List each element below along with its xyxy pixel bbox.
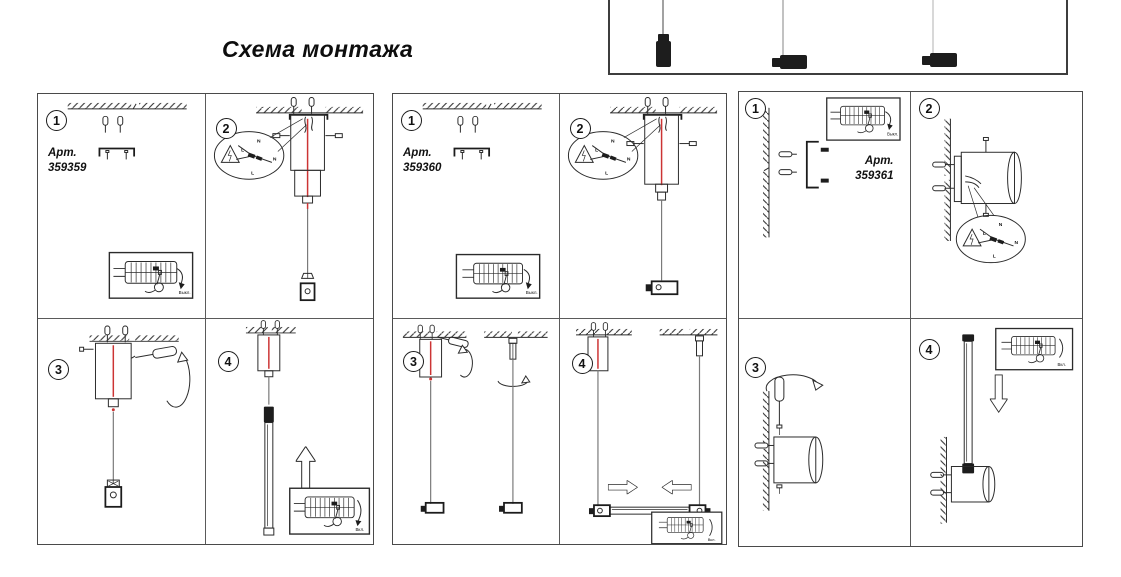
anchor-icon (118, 116, 123, 132)
mounting-bracket (99, 149, 134, 157)
anchor-icon (779, 170, 792, 175)
article-label: Арт. 359361 (855, 155, 894, 182)
screwdriver-icon (131, 346, 177, 363)
step-cell-1 (739, 92, 911, 319)
rotate-arrow (167, 357, 190, 407)
step-number-badge: 1 (46, 110, 67, 131)
mounting-bracket (289, 115, 327, 120)
step-cell-4 (206, 319, 374, 544)
step1-illustration (739, 92, 910, 318)
step-cell-3 (393, 319, 560, 544)
wiring-warning-bubble (956, 215, 1025, 262)
wall-plate (954, 156, 961, 201)
power-on-inset (289, 488, 369, 534)
step-number-badge: 4 (919, 339, 940, 360)
tube-connector (263, 407, 273, 423)
step-cell-4 (560, 319, 727, 544)
pendant-socket (105, 487, 121, 507)
power-on-label: Вкл. (1057, 361, 1066, 367)
step-number-badge: 2 (216, 118, 237, 139)
step-cell-2 (911, 92, 1083, 319)
rotate-arrow (460, 349, 472, 377)
step-number-badge: 4 (218, 351, 239, 372)
product-photo (608, 0, 1068, 75)
panel-359359 (37, 93, 374, 545)
power-off-inset (109, 253, 192, 299)
power-on-inset (651, 512, 721, 544)
down-arrow-icon (989, 375, 1007, 412)
pendant-socket (300, 283, 314, 300)
step-cell-3 (38, 319, 206, 544)
horizontal-connector (651, 281, 677, 294)
panel-359361 (738, 91, 1083, 547)
mounting-bracket (807, 142, 819, 188)
panel-359360 (392, 93, 727, 545)
screwdriver-icon (775, 377, 784, 401)
step-number-badge: 3 (403, 351, 424, 372)
pendant-lamps-image (610, 0, 1066, 73)
horizontal-connector (426, 503, 444, 513)
article-label: Арт. 359359 (48, 147, 87, 174)
tube-lamp (264, 423, 272, 529)
up-arrow-icon (295, 446, 315, 488)
step3-illustration (739, 319, 910, 546)
step3-illustration (38, 319, 205, 544)
rotate-arrow (766, 375, 819, 391)
right-arrow-icon (608, 480, 637, 494)
power-off-label: Выкл. (178, 290, 191, 296)
page-title: Схема монтажа (222, 36, 414, 62)
step-cell-1 (38, 94, 206, 319)
left-arrow-icon (661, 480, 690, 494)
tube-lamp (964, 341, 972, 463)
step-cell-3 (739, 319, 911, 546)
power-off-inset (827, 98, 900, 140)
power-off-inset (456, 255, 539, 299)
anchor-icon (779, 152, 792, 157)
step-number-badge: 3 (48, 359, 69, 380)
power-off-label: Выкл. (525, 290, 538, 296)
step-cell-2 (206, 94, 374, 319)
tube-cap (962, 334, 974, 341)
lamp-body (961, 152, 1014, 203)
step-number-badge: 1 (401, 110, 422, 131)
power-on-label: Вкл. (354, 527, 364, 533)
article-label: Арт. 359360 (403, 147, 442, 174)
step2-illustration (911, 92, 1083, 318)
step-number-badge: 2 (570, 118, 591, 139)
step-number-badge: 1 (745, 98, 766, 119)
step-number-badge: 3 (745, 357, 766, 378)
step-cell-1 (393, 94, 560, 319)
mounting-bracket (454, 149, 489, 157)
horizontal-connector (504, 503, 522, 513)
anchor-icon (103, 116, 108, 132)
step-cell-2 (560, 94, 727, 319)
cord-adjuster (696, 341, 702, 356)
power-on-inset (995, 329, 1072, 370)
lamp-body (774, 437, 816, 483)
step-number-badge: 4 (572, 353, 593, 374)
power-on-label: Вкл. (707, 537, 716, 543)
step-cell-4 (911, 319, 1083, 546)
power-off-label: Выкл. (887, 131, 899, 137)
step-number-badge: 2 (919, 98, 940, 119)
